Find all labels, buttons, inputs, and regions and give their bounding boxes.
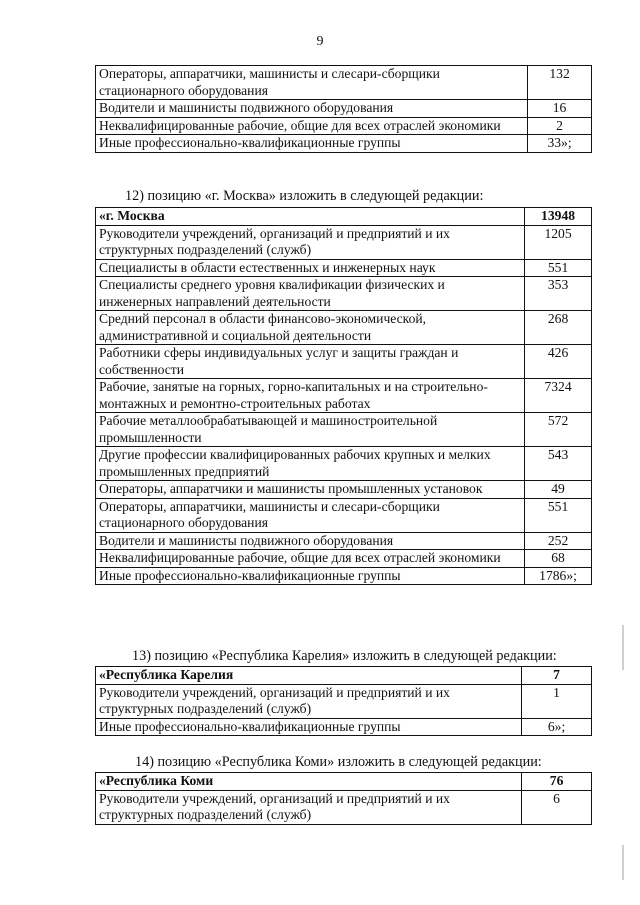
table-row: [96, 277, 592, 311]
table-row: [96, 684, 592, 718]
table-row: [96, 345, 592, 379]
page-number: 9: [316, 34, 324, 49]
row-value: 551: [525, 498, 592, 532]
region-name: «Республика Карелия: [96, 667, 522, 685]
table-continuation: [95, 65, 592, 153]
row-label: Операторы, аппаратчики, машинисты и слесари-сборщики стационарного оборудования: [96, 66, 528, 100]
row-value: 426: [525, 345, 592, 379]
row-label: Руководители учреждений, организаций и предприятий и их структурных подразделений (служб): [96, 684, 522, 718]
row-label: Иные профессионально-квалификационные группы: [96, 567, 525, 585]
row-label: Рабочие металлообрабатывающей и машиностроительной промышленности: [96, 413, 525, 447]
row-label: Водители и машинисты подвижного оборудования: [96, 532, 525, 550]
table-header-row: [96, 773, 592, 791]
row-value: 33»;: [528, 135, 592, 153]
row-value: 1: [522, 684, 592, 718]
row-value: 2: [528, 117, 592, 135]
row-label: Неквалифицированные рабочие, общие для всех отраслей экономики: [96, 550, 525, 568]
region-name: «г. Москва: [96, 208, 525, 226]
table-header-row: [96, 208, 592, 226]
row-value: 551: [525, 259, 592, 277]
table-row: [96, 447, 592, 481]
row-value: 16: [528, 100, 592, 118]
row-label: Рабочие, занятые на горных, горно-капитальных и на строительно-монтажных и ремонтно-строительных работах: [96, 379, 525, 413]
table-row: [96, 532, 592, 550]
table-row: [96, 117, 592, 135]
table-karelia: [95, 666, 592, 736]
row-value: 6»;: [522, 718, 592, 736]
row-value: 1205: [525, 225, 592, 259]
row-label: Специалисты среднего уровня квалификации физических и инженерных направлений деятельности: [96, 277, 525, 311]
table-row: [96, 379, 592, 413]
row-label: Иные профессионально-квалификационные группы: [96, 135, 528, 153]
table-row: [96, 311, 592, 345]
row-label: Неквалифицированные рабочие, общие для всех отраслей экономики: [96, 117, 528, 135]
row-label: Операторы, аппаратчики, машинисты и слесари-сборщики стационарного оборудования: [96, 498, 525, 532]
table-row: [96, 135, 592, 153]
table-row: [96, 790, 592, 824]
row-label: Руководители учреждений, организаций и предприятий и их структурных подразделений (служб): [96, 225, 525, 259]
scan-mark: [622, 625, 624, 670]
region-name: «Республика Коми: [96, 773, 522, 791]
table-row: [96, 100, 592, 118]
table-row: [96, 550, 592, 568]
row-label: Иные профессионально-квалификационные группы: [96, 718, 522, 736]
row-label: Другие профессии квалифицированных рабочих крупных и мелких промышленных предприятий: [96, 447, 525, 481]
region-total: 76: [522, 773, 592, 791]
paragraph-13: 13) позицию «Республика Карелия» изложить в следующей редакции:: [132, 648, 557, 664]
row-value: 543: [525, 447, 592, 481]
row-value: 252: [525, 532, 592, 550]
table-komi: [95, 772, 592, 825]
table-row: [96, 567, 592, 585]
row-label: Водители и машинисты подвижного оборудования: [96, 100, 528, 118]
row-value: 1786»;: [525, 567, 592, 585]
paragraph-14: 14) позицию «Республика Коми» изложить в следующей редакции:: [135, 754, 542, 770]
scan-mark: [622, 845, 624, 880]
table-header-row: [96, 667, 592, 685]
row-value: 6: [522, 790, 592, 824]
row-label: Специалисты в области естественных и инженерных наук: [96, 259, 525, 277]
region-total: 13948: [525, 208, 592, 226]
table-row: [96, 259, 592, 277]
paragraph-12: 12) позицию «г. Москва» изложить в следующей редакции:: [125, 188, 484, 204]
row-value: 572: [525, 413, 592, 447]
table-row: [96, 498, 592, 532]
row-label: Операторы, аппаратчики и машинисты промышленных установок: [96, 481, 525, 499]
row-value: 268: [525, 311, 592, 345]
row-value: 353: [525, 277, 592, 311]
row-value: 7324: [525, 379, 592, 413]
table-row: [96, 66, 592, 100]
table-row: [96, 225, 592, 259]
region-total: 7: [522, 667, 592, 685]
row-label: Работники сферы индивидуальных услуг и защиты граждан и собственности: [96, 345, 525, 379]
table-row: [96, 413, 592, 447]
row-label: Средний персонал в области финансово-экономической, административной и социальной деятельности: [96, 311, 525, 345]
row-value: 49: [525, 481, 592, 499]
table-moscow: [95, 207, 592, 585]
table-row: [96, 718, 592, 736]
row-value: 132: [528, 66, 592, 100]
row-value: 68: [525, 550, 592, 568]
table-row: [96, 481, 592, 499]
row-label: Руководители учреждений, организаций и предприятий и их структурных подразделений (служб): [96, 790, 522, 824]
